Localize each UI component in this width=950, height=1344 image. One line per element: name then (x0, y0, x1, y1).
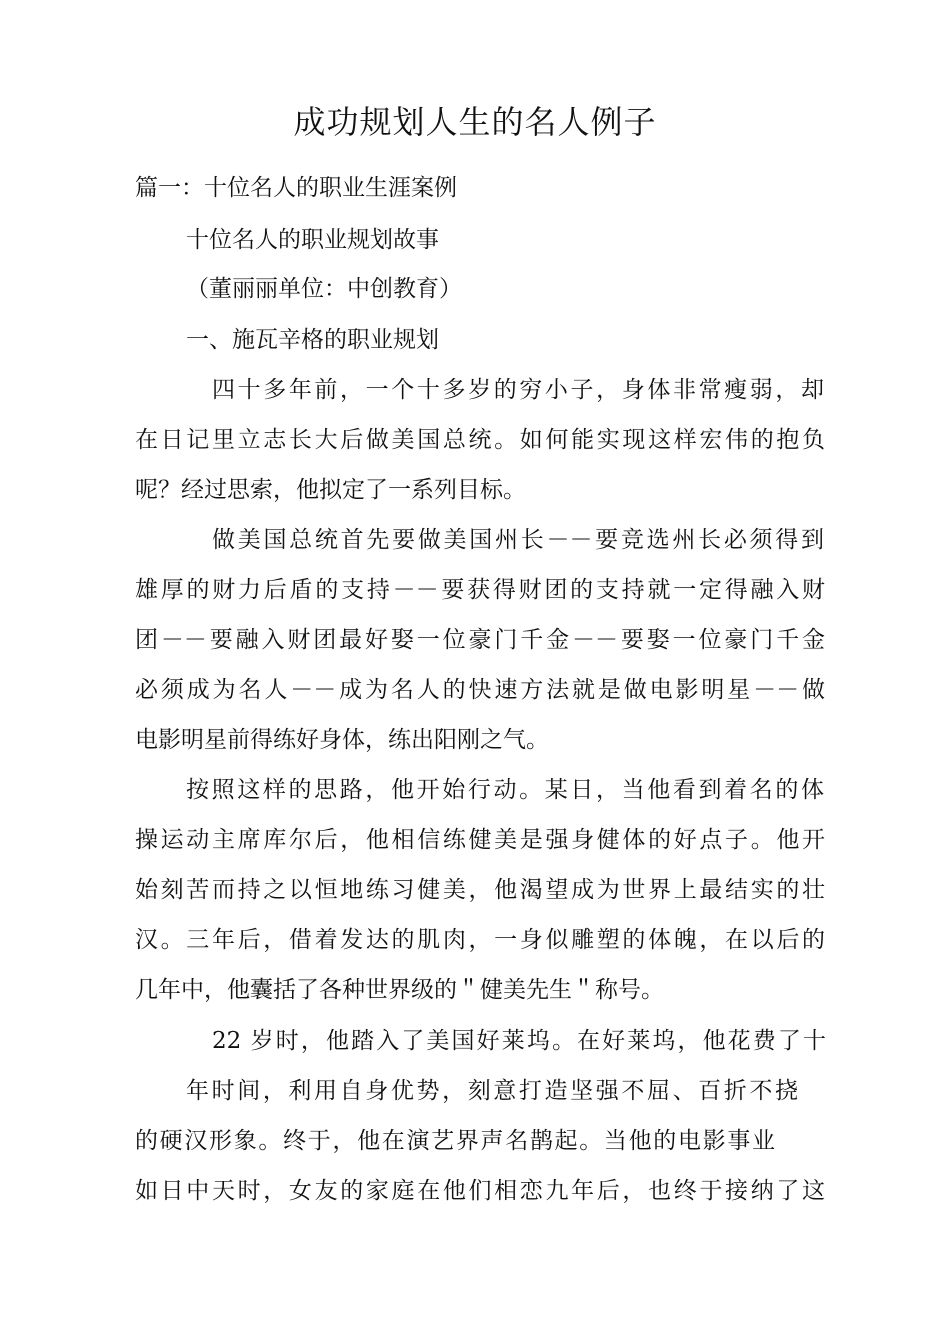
paragraph-line: 的硬汉形象。终于，他在演艺界声名鹊起。当他的电影事业 (135, 1128, 775, 1154)
paragraph-line: 雄厚的财力后盾的支持－－要获得财团的支持就一定得融入财 (135, 577, 825, 603)
paragraph-line: 几年中，他囊括了各种世界级的＂健美先生＂称号。 (135, 977, 664, 1003)
paragraph-line: 呢？经过思索，他拟定了一系列目标。 (135, 477, 526, 503)
chapter-heading: 一、施瓦辛格的职业规划 (186, 327, 439, 353)
paragraph-line: 22 岁时，他踏入了美国好莱坞。在好莱坞，他花费了十 (212, 1028, 826, 1054)
author-line: （董丽丽单位：中创教育） (186, 276, 462, 302)
paragraph-line: 团－－要融入财团最好娶一位豪门千金－－要娶一位豪门千金 (135, 627, 825, 653)
paragraph-line: 汉。三年后，借着发达的肌肉，一身似雕塑的体魄，在以后的 (135, 927, 825, 953)
paragraph-line: 做美国总统首先要做美国州长－－要竞选州长必须得到 (212, 527, 824, 553)
subtitle: 十位名人的职业规划故事 (186, 227, 439, 253)
paragraph-line: 四十多年前，一个十多岁的穷小子，身体非常瘦弱，却 (212, 377, 824, 403)
paragraph-line: 年时间，利用自身优势，刻意打造坚强不屈、百折不挠 (186, 1078, 798, 1104)
paragraph-line: 操运动主席库尔后，他相信练健美是强身健体的好点子。他开 (135, 827, 825, 853)
section-heading: 篇一：十位名人的职业生涯案例 (135, 175, 457, 201)
paragraph-line: 必须成为名人－－成为名人的快速方法就是做电影明星－－做 (135, 677, 825, 703)
document-title: 成功规划人生的名人例子 (293, 103, 657, 141)
paragraph-line: 在日记里立志长大后做美国总统。如何能实现这样宏伟的抱负 (135, 427, 825, 453)
paragraph-line: 如日中天时，女友的家庭在他们相恋九年后，也终于接纳了这 (135, 1178, 825, 1204)
paragraph-line: 始刻苦而持之以恒地练习健美，他渴望成为世界上最结实的壮 (135, 877, 825, 903)
paragraph-line: 电影明星前得练好身体，练出阳刚之气。 (135, 727, 549, 753)
paragraph-line: 按照这样的思路，他开始行动。某日，当他看到着名的体 (186, 777, 824, 803)
